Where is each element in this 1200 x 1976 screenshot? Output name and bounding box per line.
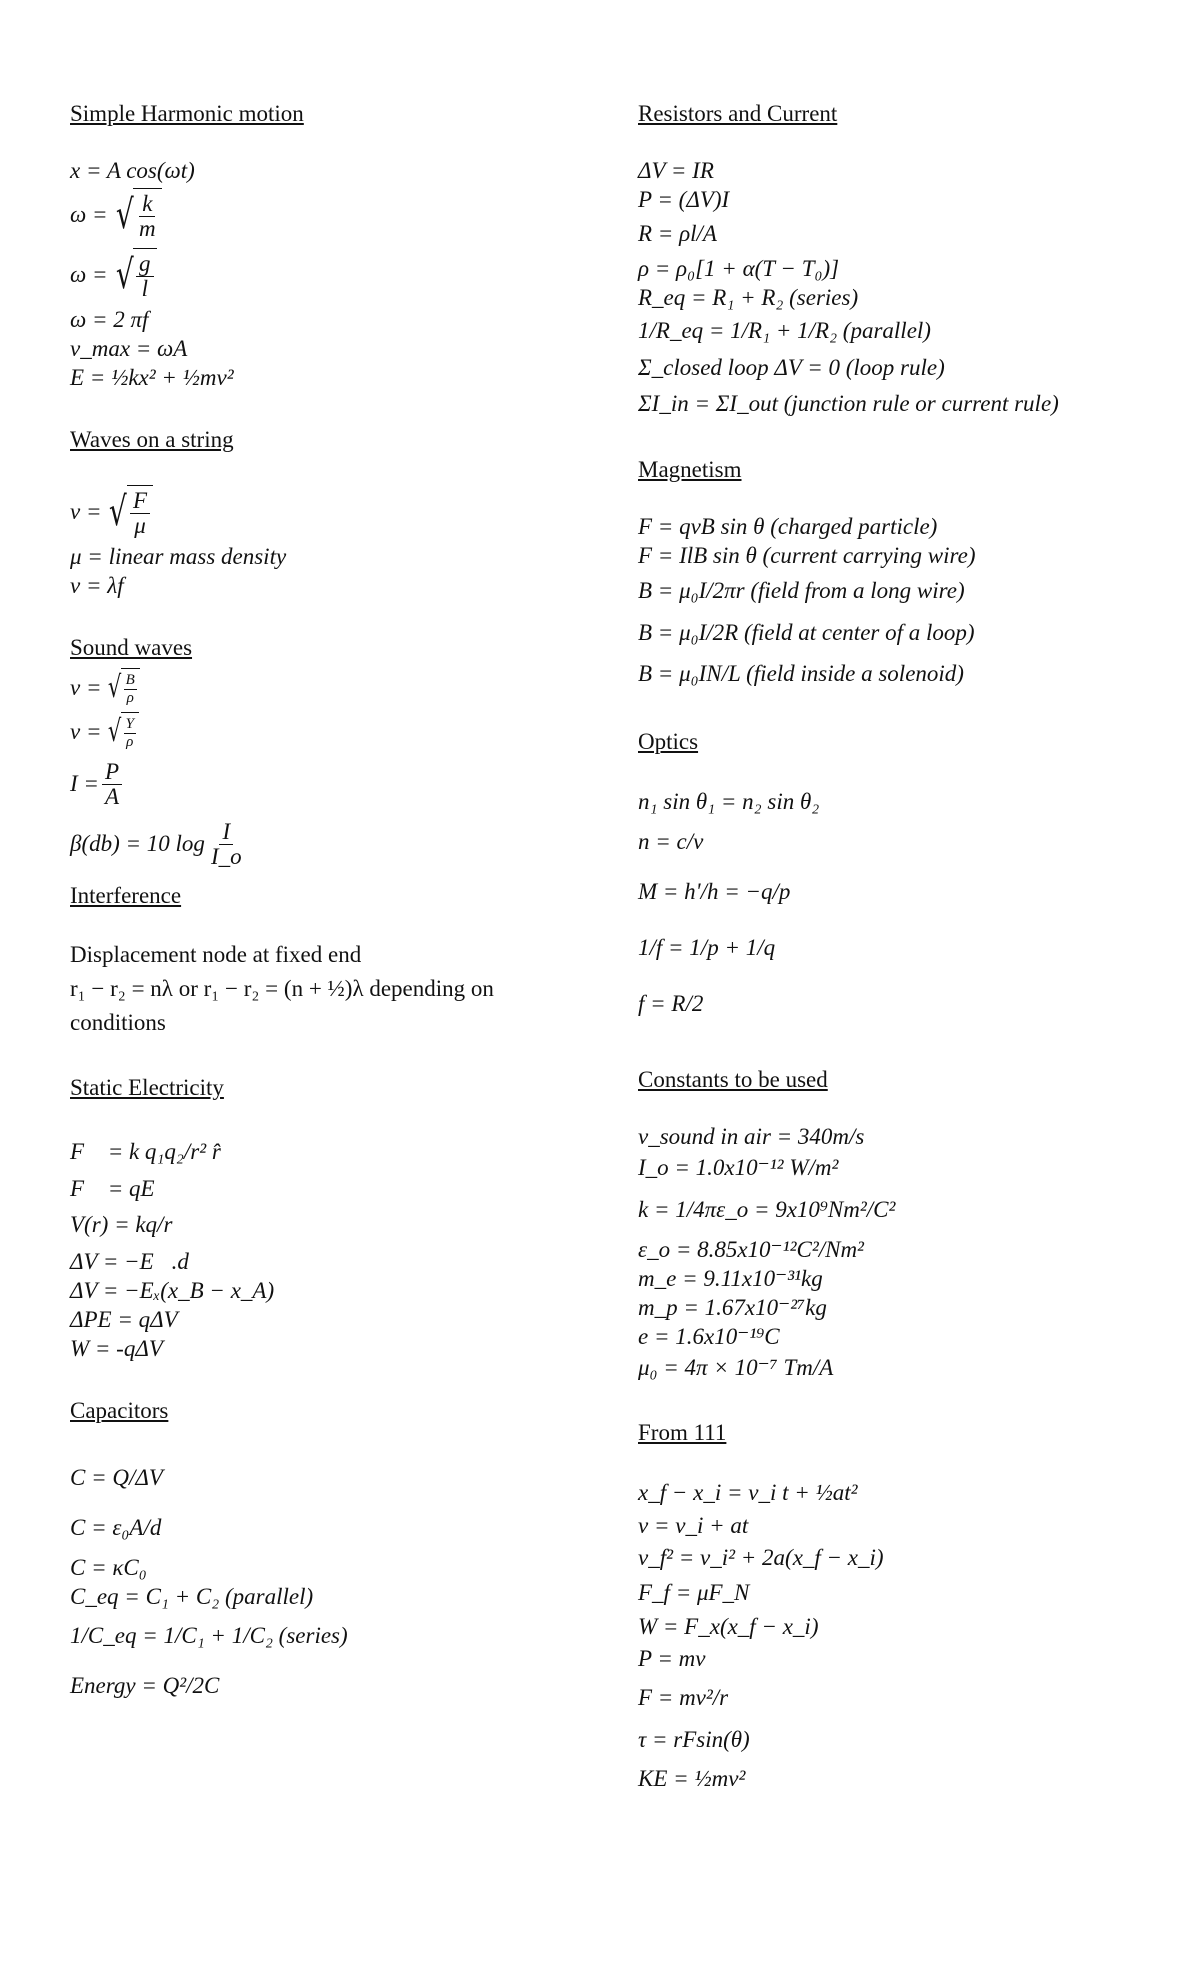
formula-shm-vmax: v_max = ωA bbox=[70, 336, 188, 361]
formula-decibel bbox=[70, 814, 590, 874]
section-waves-on-a-string bbox=[70, 426, 590, 600]
formula-field-long-wire: B = μ₀I/2πr (field from a long wire) bbox=[638, 578, 965, 603]
constant-electron-mass: m_e = 9.11x10⁻³¹kg bbox=[638, 1266, 823, 1291]
formula-capacitance: C = Q/ΔV bbox=[70, 1465, 163, 1490]
denominator: I_o bbox=[210, 843, 242, 869]
heading-magnetism: Magnetism bbox=[638, 457, 742, 482]
interference-text-3: conditions bbox=[70, 1010, 166, 1035]
numerator: k bbox=[139, 192, 155, 217]
section-capacitors bbox=[70, 1397, 590, 1711]
formula-electric-force: F⃗ = qE⃗ bbox=[70, 1176, 173, 1201]
formula-linear-mass-density: μ = linear mass density bbox=[70, 544, 287, 569]
formula-lhs: ω = bbox=[70, 262, 108, 287]
formula-torque: τ = rFsin(θ) bbox=[638, 1727, 750, 1752]
formula-capacitors-series: 1/C_eq = 1/C₁ + 1/C₂ (series) bbox=[70, 1623, 348, 1648]
formula-parallel-plate-capacitance: C = ε₀A/d bbox=[70, 1515, 162, 1540]
numerator: P bbox=[102, 760, 122, 785]
formula-force-charged-particle: F = qvB sin θ (charged particle) bbox=[638, 514, 938, 539]
constant-proton-mass: m_p = 1.67x10⁻²⁷kg bbox=[638, 1295, 827, 1320]
denominator: m bbox=[139, 216, 156, 241]
sqrt-symbol: √ $\frac{F}{\mu}$ bbox=[105, 485, 153, 539]
denominator: ρ bbox=[126, 690, 134, 706]
section-sound-waves bbox=[70, 634, 590, 874]
formula-shm-energy: E = ½kx² + ½mv² bbox=[70, 365, 234, 390]
formula-potential-point-charge: V(r) = kq/r bbox=[70, 1212, 173, 1237]
formula-friction: F_f = μF_N bbox=[638, 1580, 750, 1605]
sqrt-symbol: √ $\frac{k}{m}$ bbox=[112, 188, 162, 242]
formula-junction-rule: ΣI_in = ΣI_out (junction rule or current rule) bbox=[638, 391, 1059, 416]
denominator: ρ bbox=[126, 734, 134, 750]
formula-shm-omega-pendulum bbox=[70, 245, 590, 305]
heading-capacitors: Capacitors bbox=[70, 1398, 169, 1423]
formula-resistors-series: R_eq = R₁ + R₂ (series) bbox=[638, 285, 859, 310]
formula-lhs: I = bbox=[70, 771, 99, 796]
interference-text-1: Displacement node at fixed end bbox=[70, 942, 362, 967]
formula-resistance: R = ρl/A bbox=[638, 221, 717, 246]
fraction bbox=[208, 820, 245, 869]
numerator: g bbox=[136, 252, 154, 277]
interference-text-2: r₁ − r₂ = nλ or r₁ − r₂ = (n + ½)λ depending on bbox=[70, 976, 494, 1001]
heading-resistors-and-current: Resistors and Current bbox=[638, 101, 838, 126]
heading-optics: Optics bbox=[638, 729, 699, 754]
heading-sound-waves: Sound waves bbox=[70, 635, 193, 660]
formula-lhs: v = bbox=[70, 675, 102, 700]
section-resistors-and-current bbox=[638, 100, 1158, 422]
constant-reference-intensity: I_o = 1.0x10⁻¹² W/m² bbox=[638, 1155, 839, 1180]
formula-kinematics-position: x_f − x_i = v_i t + ½at² bbox=[638, 1480, 858, 1505]
numerator: F bbox=[130, 489, 150, 514]
formula-focal-length: f = R/2 bbox=[638, 991, 704, 1016]
sqrt-symbol: √ $\frac{g}{l}$ bbox=[112, 248, 157, 302]
formula-field-center-loop: B = μ₀I/2R (field at center of a loop) bbox=[638, 620, 975, 645]
section-magnetism bbox=[638, 456, 1158, 694]
constant-speed-of-sound: v_sound in air = 340m/s bbox=[638, 1124, 865, 1149]
constant-permittivity: ε_o = 8.85x10⁻¹²C²/Nm² bbox=[638, 1237, 864, 1262]
formula-lhs: ω = bbox=[70, 202, 108, 227]
formula-shm-omega-frequency: ω = 2 πf bbox=[70, 307, 149, 332]
fraction bbox=[130, 489, 150, 538]
constant-coulomb: k = 1/4πε_o = 9x10⁹Nm²/C² bbox=[638, 1197, 896, 1222]
fraction bbox=[102, 760, 122, 809]
formula-kinetic-energy: KE = ½mv² bbox=[638, 1766, 746, 1791]
formula-ohms-law: ΔV = IR bbox=[638, 158, 714, 183]
sqrt-symbol: √ $\frac{B}{\rho}$ bbox=[105, 668, 139, 708]
left-column bbox=[70, 100, 590, 1745]
formula-capacitor-energy: Energy = Q²/2C bbox=[70, 1673, 220, 1698]
formula-coulomb-force: F⃗ = k q₁q₂/r² r̂ bbox=[70, 1139, 221, 1164]
formula-momentum: P = mv bbox=[638, 1646, 706, 1671]
formula-potential-difference-vector: ΔV = −E⃗.d⃗ bbox=[70, 1249, 207, 1274]
formula-wave-speed: v = λf bbox=[70, 573, 124, 598]
formula-magnification: M = h'/h = −q/p bbox=[638, 879, 791, 904]
formula-resistors-parallel: 1/R_eq = 1/R₁ + 1/R₂ (parallel) bbox=[638, 318, 931, 343]
formula-potential-energy: ΔPE = qΔV bbox=[70, 1307, 178, 1332]
section-from-111 bbox=[638, 1419, 1158, 1801]
section-optics bbox=[638, 728, 1158, 1032]
formula-potential-difference-field: ΔV = −Eₓ(x_B − x_A) bbox=[70, 1278, 275, 1303]
section-simple-harmonic-motion bbox=[70, 100, 590, 392]
formula-kinematics-velocity: v = v_i + at bbox=[638, 1513, 749, 1538]
formula-wave-speed-tension bbox=[70, 482, 590, 542]
formula-lhs: v = bbox=[70, 719, 102, 744]
formula-thin-lens: 1/f = 1/p + 1/q bbox=[638, 935, 776, 960]
constant-permeability: μ₀ = 4π × 10⁻⁷ Tm/A bbox=[638, 1355, 834, 1380]
denominator: A bbox=[104, 783, 119, 809]
fraction bbox=[136, 192, 159, 241]
sqrt-symbol: √ $\frac{Y}{\rho}$ bbox=[105, 712, 138, 752]
heading-waves-on-a-string: Waves on a string bbox=[70, 427, 234, 452]
heading-static-electricity: Static Electricity bbox=[70, 1075, 224, 1100]
numerator: I bbox=[219, 820, 233, 845]
formula-centripetal-force: F = mv²/r bbox=[638, 1685, 729, 1710]
constant-elementary-charge: e = 1.6x10⁻¹⁹C bbox=[638, 1324, 780, 1349]
formula-loop-rule: Σ_closed loop ΔV = 0 (loop rule) bbox=[638, 355, 945, 380]
denominator: l bbox=[141, 276, 148, 301]
heading-simple-harmonic-motion: Simple Harmonic motion bbox=[70, 101, 304, 126]
formula-dielectric-capacitance: C = κC₀ bbox=[70, 1555, 147, 1580]
section-static-electricity bbox=[70, 1074, 590, 1363]
numerator: Y bbox=[125, 716, 134, 732]
heading-constants: Constants to be used bbox=[638, 1067, 828, 1092]
formula-kinematics-velocity-squared: v_f² = v_i² + 2a(x_f − x_i) bbox=[638, 1545, 884, 1570]
formula-intensity bbox=[70, 754, 590, 814]
formula-shm-omega-spring bbox=[70, 185, 590, 245]
formula-lhs: v = bbox=[70, 499, 102, 524]
formula-shm-position: x = A cos(ωt) bbox=[70, 158, 195, 183]
formula-capacitors-parallel: C_eq = C₁ + C₂ (parallel) bbox=[70, 1584, 314, 1609]
section-constants bbox=[638, 1066, 1158, 1385]
formula-power: P = (ΔV)I bbox=[638, 187, 730, 212]
fraction bbox=[124, 672, 137, 707]
formula-work: W = -qΔV bbox=[70, 1336, 163, 1361]
formula-force-current-wire: F = IlB sin θ (current carrying wire) bbox=[638, 543, 976, 568]
formula-field-solenoid: B = μ₀IN/L (field inside a solenoid) bbox=[638, 661, 964, 686]
formula-index-of-refraction: n = c/v bbox=[638, 829, 704, 854]
heading-interference: Interference bbox=[70, 883, 182, 908]
formula-resistivity-temperature: ρ = ρ₀[1 + α(T − T₀)] bbox=[638, 256, 840, 281]
fraction bbox=[124, 716, 136, 751]
formula-work-force: W = F_x(x_f − x_i) bbox=[638, 1614, 819, 1639]
heading-from-111: From 111 bbox=[638, 1420, 727, 1445]
numerator: B bbox=[125, 672, 135, 688]
right-column bbox=[638, 100, 1158, 1835]
fraction bbox=[136, 252, 154, 301]
formula-sound-speed-young bbox=[70, 710, 590, 754]
formula-sound-speed-bulk bbox=[70, 666, 590, 710]
formula-snells-law: n₁ sin θ₁ = n₂ sin θ₂ bbox=[638, 789, 820, 814]
denominator: μ bbox=[134, 513, 146, 538]
section-interference bbox=[70, 882, 590, 1040]
formula-lhs: β(db) = 10 log bbox=[70, 831, 205, 856]
